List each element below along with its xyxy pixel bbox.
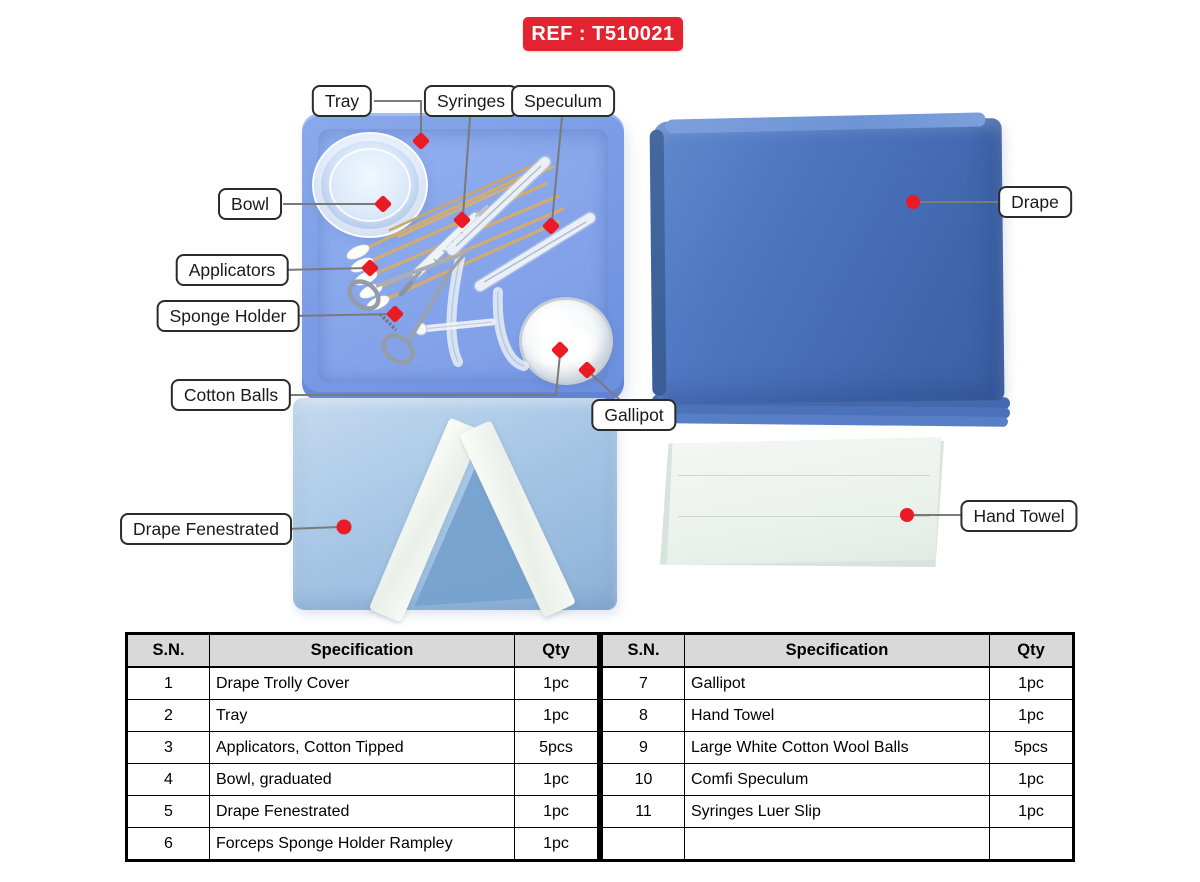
table-header-row [602,634,1074,668]
ref-badge: REF : T510021 [523,17,683,51]
qty-header: Qty [990,634,1074,668]
tray-instruments [300,110,630,410]
callout-label-drape-fenestrated: Drape Fenestrated [120,513,292,545]
callout-label-speculum: Speculum [511,85,615,117]
table-row [602,732,1074,764]
sn-cell: 3 [127,732,210,764]
table-row [127,828,599,861]
qty-cell: 1pc [990,764,1074,796]
spec-table-right [600,632,1075,862]
callout-label-gallipot: Gallipot [591,399,676,431]
table-row [602,828,1074,861]
specification-header: Specification [210,634,515,668]
callout-label-cotton-balls: Cotton Balls [171,379,291,411]
spec-cell: Comfi Speculum [685,764,990,796]
table-row [602,667,1074,700]
qty-cell: 1pc [990,796,1074,828]
callout-label-syringes: Syringes [424,85,518,117]
qty-cell: 1pc [990,700,1074,732]
sn-cell: 11 [602,796,685,828]
table-row [602,700,1074,732]
table-row [127,732,599,764]
spec-table-left [125,632,600,862]
qty-cell: 1pc [515,828,599,861]
callout-label-bowl: Bowl [218,188,282,220]
table-row [127,667,599,700]
spec-cell: Drape Trolly Cover [210,667,515,700]
spec-cell: Syringes Luer Slip [685,796,990,828]
sn-cell: 6 [127,828,210,861]
table-row [602,764,1074,796]
callout-label-tray: Tray [312,85,372,117]
spec-cell: Applicators, Cotton Tipped [210,732,515,764]
callout-label-sponge-holder: Sponge Holder [157,300,300,332]
sn-cell: 8 [602,700,685,732]
spec-cell: Bowl, graduated [210,764,515,796]
drape-left-fold [650,130,667,396]
sn-cell: 4 [127,764,210,796]
spec-cell: Drape Fenestrated [210,796,515,828]
table-row [127,796,599,828]
sn-cell: 2 [127,700,210,732]
qty-cell [990,828,1074,861]
spec-cell: Gallipot [685,667,990,700]
fenestrated-drape-photo [293,398,617,610]
specification-header: Specification [685,634,990,668]
sn-cell [602,828,685,861]
qty-cell: 1pc [515,796,599,828]
sn-cell: 5 [127,796,210,828]
spec-cell: Forceps Sponge Holder Rampley [210,828,515,861]
towel-crease [678,516,930,517]
hand-towel-photo [667,437,941,565]
drape-top-edge [665,112,985,133]
sn-cell: 10 [602,764,685,796]
table-header-row [127,634,599,668]
callout-label-drape: Drape [998,186,1072,218]
qty-cell: 5pcs [990,732,1074,764]
spec-cell: Hand Towel [685,700,990,732]
callout-label-applicators: Applicators [176,254,289,286]
qty-cell: 1pc [990,667,1074,700]
drape-photo [654,118,1005,404]
qty-cell: 1pc [515,667,599,700]
qty-cell: 1pc [515,700,599,732]
table-row [127,764,599,796]
towel-crease [678,475,930,476]
sn-header: S.N. [127,634,210,668]
qty-cell: 1pc [515,764,599,796]
spec-cell [685,828,990,861]
sn-cell: 9 [602,732,685,764]
spec-cell: Tray [210,700,515,732]
qty-cell: 5pcs [515,732,599,764]
sn-cell: 1 [127,667,210,700]
specification-tables [125,632,1075,862]
sn-header: S.N. [602,634,685,668]
table-row [127,700,599,732]
spec-cell: Large White Cotton Wool Balls [685,732,990,764]
callout-label-hand-towel: Hand Towel [960,500,1077,532]
qty-header: Qty [515,634,599,668]
sn-cell: 7 [602,667,685,700]
table-row [602,796,1074,828]
